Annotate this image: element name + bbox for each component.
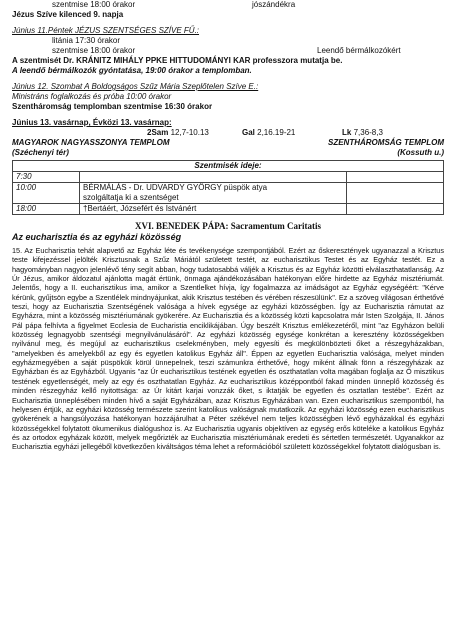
- june11-title: Június 11.Péntek JÉZUS SZENTSÉGES SZÍVE FŰ.:: [12, 26, 200, 35]
- schedule-item: szentmise 18:00 órakor: [52, 0, 136, 9]
- mass-times-table: [12, 160, 444, 215]
- reading3-label: Lk: [342, 128, 352, 137]
- article-subheading: Az eucharisztia és az egyházi közösség: [12, 232, 182, 242]
- mass-intention-line2: szolgáltatja ki a szentséget: [83, 193, 179, 202]
- readings-line: [12, 128, 444, 138]
- reading2-label: Gal: [242, 128, 255, 137]
- schedule-intention: Leendő bérmálkozókért: [317, 46, 401, 55]
- mass-table-header: Szentmisék ideje:: [13, 161, 444, 172]
- schedule-item: szentmise 18:00 órakor: [52, 46, 136, 55]
- reading1: 12,7-10.13: [168, 128, 209, 137]
- confession-line: A leendő bérmálkozók gyóntatása, 19:00 órakor a templomban.: [12, 66, 252, 75]
- church-addresses-line: [12, 148, 444, 158]
- schedule-item: litánia 17:30 órakor: [52, 36, 121, 45]
- table-row: [13, 172, 444, 183]
- church2-address: (Kossuth u.): [397, 148, 444, 157]
- mass-intention-line1: BÉRMÁLÁS - Dr. UDVARDY GYÖRGY püspök atya: [83, 183, 268, 192]
- mass-time: 7:30: [13, 172, 80, 183]
- celebrant-prefix: A szentmisét: [12, 56, 64, 65]
- schedule-line: [12, 46, 444, 56]
- june13-title: Június 13. vasárnap, Évközi 13. vasárnap:: [12, 118, 172, 127]
- church-names-line: [12, 138, 444, 148]
- table-row: [13, 204, 444, 215]
- mass-empty-cell: [347, 204, 444, 215]
- ministrant-line: Ministráns foglalkozás és próba 10:00 órakor: [12, 92, 172, 101]
- church2-name: SZENTHÁROMSÁG TEMPLOM: [328, 138, 444, 147]
- novena-line: Jézus Szíve kilenced 9. napja: [12, 10, 124, 19]
- celebrant-line: [12, 56, 444, 66]
- mass-time: 10:00: [13, 183, 80, 204]
- mass-intention: [80, 183, 347, 204]
- schedule-line: [12, 36, 444, 46]
- reading3: 7,36-8,3: [351, 128, 383, 137]
- june12-title: Június 12. Szombat A Boldogságos Szűz Mária Szeplőtelen Szíve E.:: [12, 82, 259, 91]
- celebrant-name: Dr. KRÁNITZ MIHÁLY PPKE HITTUDOMÁNYI KAR professzora mutatja be.: [63, 56, 343, 65]
- reading2: 2,16.19-21: [254, 128, 296, 137]
- reading1-label: 2Sam: [147, 128, 169, 137]
- schedule-intention: jószándékra: [252, 0, 296, 9]
- church1-name: MAGYAROK NAGYASSZONYA TEMPLOM: [12, 138, 170, 147]
- bulletin-page: [12, 0, 444, 452]
- schedule-line: [12, 0, 444, 10]
- article-heading: XVI. BENEDEK PÁPA: Sacramentum Caritatis: [134, 221, 322, 231]
- mass-empty-cell: [347, 183, 444, 204]
- mass-empty-cell: [347, 172, 444, 183]
- table-row: [13, 183, 444, 204]
- mass-intention: [80, 172, 347, 183]
- mass-time: 18:00: [13, 204, 80, 215]
- article-body: 15. Az Eucharisztia tehát alapvető az Egyház léte és tevékenysége szempontjából. Ezért az őskeresztények ugyanazzal a Krisztus teste kifejezéssel jelölték Krisztusnak a Szűz Máriától született testét, az eucharisztikus Testet és az Egyház testét. Ez a hagyományban nagyon jelenlévő tény segít abban, hogy tudatosabbá váljék a Krisztus és az Egyház közötti elválaszthatatlanság. Az Úr Jézus, amikor áldozatul ajánlotta magát értünk, önmaga ajándékozásában hatékonyan előre hirdette az Egyház misztériumát. Jelentős, hogy a II. eucharisztikus ima, amikor a Szentlelket hívja, így fogalmazza az imádságot az Egyház egységéért: "Kérve kérünk, gyűjtsön egybe a Szentlélek mindnyájunkat, akik Krisztus testében és vérében részesülünk". Ez a szöveg világosan érthetővé teszi, hogy az Eucharisztia Szentségének valósága a hívek egysége az egyházi közösségben. Így az Eucharisztia rámutat az Egyházra, mint a közösség misztériumának gyökerére. Az Eucharisztia és a közösség közti kapcsolatra már Isten Szolgája, II. János Pál pápa felhívta a figyelmet Ecclesia de Eucharistia enciklikájában. Úgy beszélt Krisztus emlékezetéről, mint "az Egyházon belüli közösség legnagyobb szentségi megnyilvánulásáról". Az egyházi közösség egysége konkrétan a keresztény közösségekben nyilvánul meg, és megújul az eucharisztikus cselekményben, mely egyesíti és megkülönbözteti őket a részegyházakban, "amelyekben és amelyekből az egy és egyetlen katolikus Egyház áll". Éppen az egyetlen Eucharisztia valósága, melyet minden egyházmegyében a saját püspökük körül ünnepelnek, teszi számunkra érthetővé, hogy miként állnak fönn a részegyházak az Egyházban és az Egyházból. Ugyanis "az Úr eucharisztikus testének egyetlen és oszthatatlan volta magában foglalja az Ő misztikus testének egyetlenségét, mely az egy és oszthatatlan Egyház. Az eucharisztikus középpontból fakad minden ünneplő közösség és minden részegyház kellő nyitottsága: az Úr kitárt karjai vonzzák őket, s iktatják be egyetlen és osztatlan testébe". Ezért az Eucharisztia ünneplésében minden hívő a saját Egyházában, azaz Krisztus Egyházában van. Ezen eucharisztikus szempontból, ha helyesen értjük, az egyházi közösség természete szerint katolikus valóságnak mutatkozik. Az egyházi közösség ezen eucharisztikus gyökerének a hangsúlyozása hatékonyan hozzájárulhat a Péter székével nem teljes közösségben lévő egyházakkal és egyházi közösségekkel folytatott ökumenikus dialógushoz is. Az Eucharisztia ugyanis objektíven az egység erős köteléke a katolikus Egyház és az ortodox egyházak között, melyek megőrizték az Eucharisztia misztériumának eredeti és sértetlen természetét. Ugyanakkor az Eucharisztia egyházi jellegéből következően kiváltságos téma lehet a reformációból született közösségekkel folytatott dialógusban is.: [12, 246, 444, 452]
- church1-address: (Széchenyi tér): [12, 148, 69, 157]
- trinity-mass-line: Szentháromság templomban szentmise 16:30 órakor: [12, 102, 213, 111]
- mass-intention: †Bertáért, Józsefért és Istvánért: [80, 204, 347, 215]
